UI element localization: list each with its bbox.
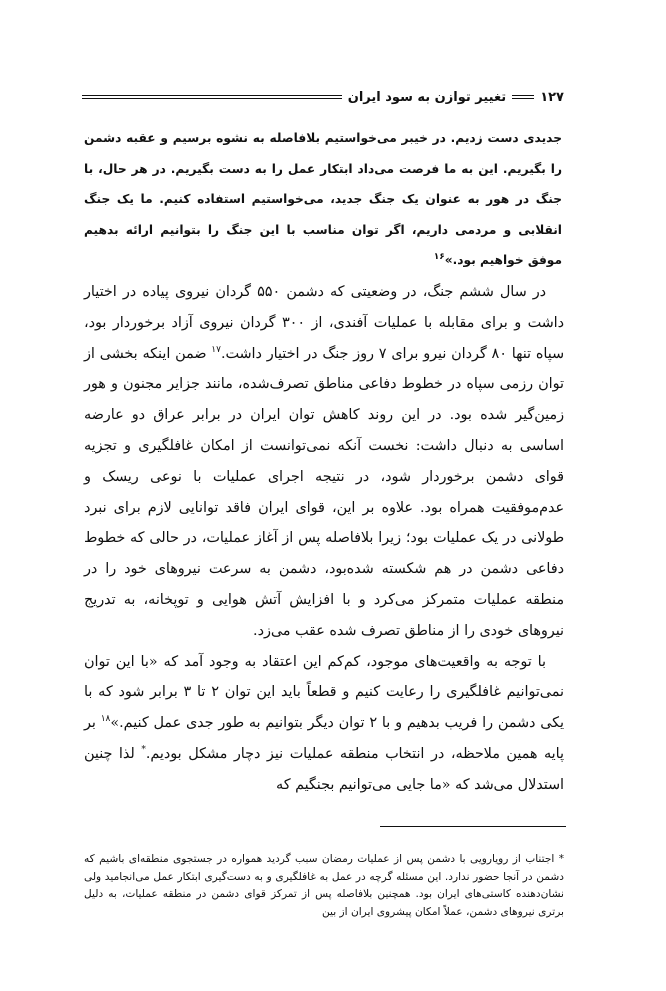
p2-text-b: بر پایه همین ملاحظه، در انتخاب منطقه عملیات نیز دچار مشکل بودیم. (84, 715, 564, 762)
footnote-divider (380, 826, 566, 827)
p2-text-a: با توجه به واقعیت‌های موجود، کم‌کم این اعتقاد به وجود آمد که «با این توان نمی‌توانیم غافلگیری را رعایت کنیم و قطعاً باید این توان ۲ تا ۳ برابر شود که با یکی دشمن را فریب بدهیم و با ۲ توان دیگر بتوانیم به طور جدی عمل کنیم.» (84, 653, 564, 732)
body-text (84, 277, 564, 801)
p2-reference: ۱۸ (100, 714, 111, 725)
footnote-marker: * (558, 853, 565, 865)
chapter-title: تغییر توازن به سود ایران (347, 89, 507, 105)
p2-footnote-marker: * (141, 745, 146, 756)
p1-text-b: ضمن اینکه بخشی از توان رزمی سپاه در خطوط دفاعی مناطق تصرف‌شده، مانند جزایر مجنون و هور زمین‌گیر شده بود. در این روند کاهش توان ایران در برابر عراق دو عارضه اساسی به دنبال داشت: نخست آنکه نمی‌توانست از امکان غافلگیری و تجزیه قوای دشمن برخوردار شود، در نتیجه اجرای عملیات با نوعی ریسک و عدم‌موفقیت همراه بود. علاوه بر این، قوای ایران فاقد توانایی لازم برای نبرد طولانی در یک عملیات بود؛ زیرا بلافاصله پس از آغاز عملیات، در حالی که خطوط دفاعی دشمن در هم شکسته شده‌بود، دشمن به سرعت نیروهای خود را در منطقه عملیات متمرکز می‌کرد و با افزایش آتش هوایی و توپخانه، به تدریج نیروهای خودی را از مناطق تصرف شده عقب می‌زد. (84, 345, 564, 639)
quote-reference: ۱۶ (433, 251, 445, 262)
footnote-text: اجتناب از رویارویی با دشمن پس از عملیات رمضان سبب گردید همواره در جستجوی منطقه‌ای باشیم که دشمن در آنجا حضور ندارد. این مسئله گرچه در عمل به غافلگیری و به دست‌گیری ابتکار عمل می‌انجامید ولی نشان‌دهنده کاستی‌های ایران بود. همچنین بلافاصله پس از تمرکز قوای دشمن در منطقه عملیات، به دلیل برتری نیروهای دشمن، عملاً امکان پیشروی ایران از بین (84, 853, 564, 918)
page-number: ۱۲۷ (540, 89, 564, 105)
quoted-passage (84, 123, 562, 276)
paragraph-1 (84, 277, 564, 647)
p1-text-a: در سال ششم جنگ، در وضعیتی که دشمن ۵۵۰ گردان نیروی پیاده در اختیار داشت و برای مقابله با عملیات آفندی، از ۳۰۰ گردان نیروی آزاد برخوردار بود، سپاه تنها ۸۰ گردان نیرو برای ۷ روز جنگ در اختیار داشت. (84, 284, 564, 362)
p2-text-c: لذا چنین استدلال می‌شد که «ما جایی می‌توانیم بجنگیم که (84, 745, 564, 793)
quote-text: جدیدی دست زدیم. در خیبر می‌خواستیم بلافاصله به نشوه برسیم و عقبه دشمن را بگیریم. این به ما فرصت می‌داد ابتکار عمل را به دست بگیریم. در هر حال، با جنگ در هور به عنوان یک جنگ جدید، می‌خواستیم استفاده کنیم. ما یک جنگ انقلابی و مردمی داریم، اگر توان مناسب با این جنگ را بتوانیم ارائه بدهیم موفق خواهیم بود.» (84, 131, 562, 267)
running-header (82, 86, 564, 108)
p1-reference: ۱۷ (211, 344, 221, 355)
footnote (84, 851, 564, 921)
paragraph-2 (84, 647, 564, 801)
header-rule (82, 95, 342, 99)
header-dash (512, 95, 534, 99)
